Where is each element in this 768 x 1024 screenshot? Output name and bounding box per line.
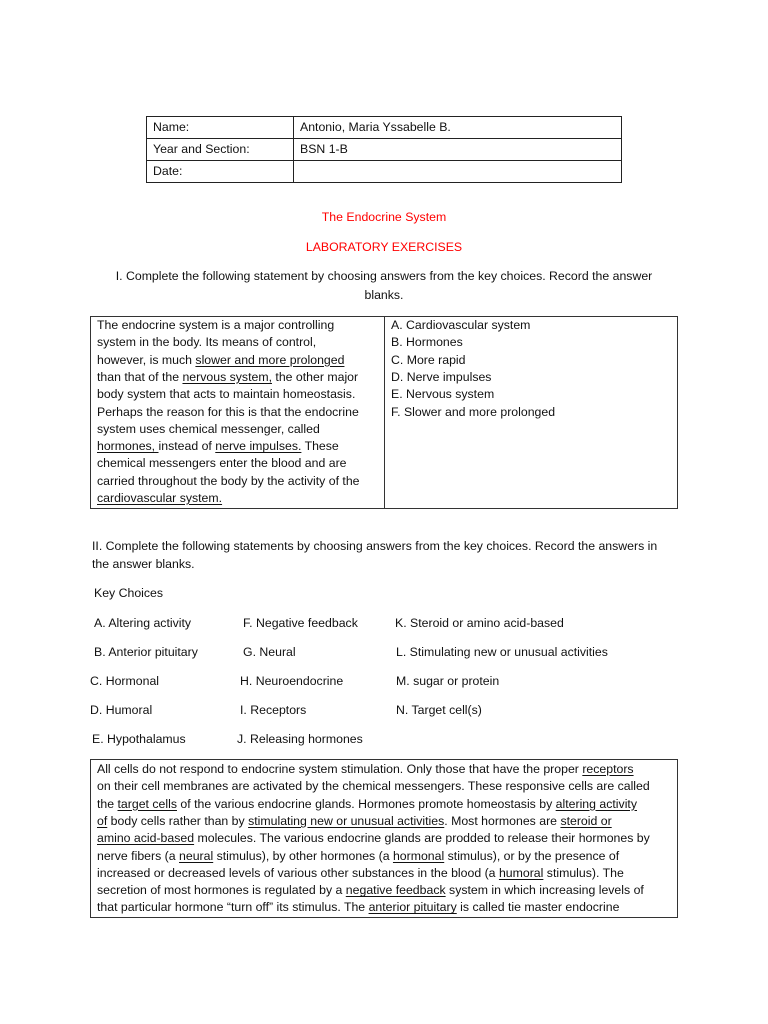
- paragraph-line: [97, 796, 637, 813]
- part1-instruction-line: I. Complete the following statement by choosing answers from the key choices. Record the answer: [115, 269, 653, 283]
- text-segment: molecules. The various endocrine glands are prodded to release their hormones by: [194, 831, 650, 846]
- text-segment: stimulus), by other hormones (a: [213, 848, 393, 863]
- text-segment: system uses chemical messenger, called: [97, 421, 320, 436]
- text-segment: of the various endocrine glands. Hormones promote homeostasis by: [176, 796, 556, 811]
- key-choice: M. sugar or protein: [396, 674, 500, 688]
- paragraph-line: [97, 490, 222, 507]
- text-segment: stimulus). The: [543, 865, 624, 880]
- answer-blank: cardiovascular system.: [97, 491, 223, 505]
- paragraph-line: [97, 404, 359, 421]
- text-segment: however, is much: [97, 352, 196, 367]
- text-segment: the other major: [272, 369, 359, 384]
- answer-blank: nerve impulses.: [215, 439, 302, 454]
- answer-blank: altering activity: [555, 796, 637, 811]
- answer-blank: hormones,: [97, 439, 159, 454]
- key-choice: H. Neuroendocrine: [240, 674, 344, 688]
- key-choice: A. Cardiovascular system: [391, 318, 531, 332]
- student-info-table: [146, 116, 622, 183]
- paragraph-line: [97, 421, 320, 438]
- answer-blank: amino acid-based: [97, 831, 195, 846]
- text-segment: system in the body. Its means of control,: [97, 335, 317, 350]
- answer-blank: steroid or: [560, 813, 612, 828]
- answer-blank: nervous system,: [182, 369, 272, 384]
- answer-blank: hormonal: [392, 848, 445, 863]
- info-label: Name:: [147, 117, 294, 139]
- key-choice: B. Hormones: [391, 335, 463, 350]
- part1-box: [90, 316, 678, 509]
- key-choices-label: Key Choices: [94, 586, 164, 600]
- info-row-date: [147, 161, 622, 183]
- document-subtitle: LABORATORY EXERCISES: [305, 240, 463, 254]
- paragraph-line: [97, 438, 339, 455]
- key-choice: C. Hormonal: [90, 674, 160, 688]
- key-choice: L. Stimulating new or unusual activities: [396, 645, 608, 659]
- answer-blank: anterior pituitary: [368, 900, 457, 915]
- part2-instruction-line: the answer blanks.: [92, 557, 195, 571]
- answer-blank: receptors: [582, 762, 634, 776]
- text-segment: body cells rather than by: [107, 813, 249, 828]
- key-choice: I. Receptors: [240, 703, 307, 717]
- text-segment: These: [301, 439, 339, 454]
- answer-blank: neural: [179, 848, 214, 863]
- key-choice: K. Steroid or amino acid-based: [395, 616, 564, 630]
- info-label: Date:: [147, 161, 294, 183]
- text-segment: on their cell membranes are activated by the chemical messengers. These responsive cells are called: [97, 779, 650, 794]
- info-row-name: [147, 117, 622, 139]
- text-segment: increased or decreased levels of various other substances in the blood (a: [97, 865, 499, 880]
- text-segment: The endocrine system is a major controlling: [97, 318, 335, 332]
- key-choice: A. Altering activity: [94, 616, 192, 630]
- paragraph-line: [97, 848, 619, 865]
- info-value: Antonio, Maria Yssabelle B.: [294, 117, 622, 139]
- key-choice: E. Nervous system: [391, 387, 495, 402]
- answer-blank: humoral: [498, 865, 544, 880]
- paragraph-line: [97, 455, 347, 472]
- text-segment: stimulus), or by the presence of: [444, 848, 620, 863]
- paragraph-line: [97, 334, 316, 351]
- paragraph-line: [97, 352, 344, 369]
- key-choice: G. Neural: [243, 645, 296, 659]
- text-segment: that particular hormone “turn off” its stimulus. The: [97, 900, 369, 915]
- text-segment: Perhaps the reason for this is that the endocrine: [97, 404, 359, 419]
- paragraph-line: [97, 386, 355, 403]
- paragraph-line: [97, 830, 650, 847]
- key-choice: D. Nerve impulses: [391, 369, 492, 384]
- column-divider: [384, 317, 385, 508]
- paragraph-line: [97, 865, 624, 882]
- text-segment: All cells do not respond to endocrine system stimulation. Only those that have the proper: [97, 762, 583, 776]
- info-value: BSN 1-B: [294, 139, 622, 161]
- part2-box: [90, 759, 678, 918]
- info-value: [294, 161, 622, 183]
- info-label: Year and Section:: [147, 139, 294, 161]
- key-choice: F. Negative feedback: [243, 616, 358, 630]
- answer-blank: slower and more prolonged: [195, 352, 345, 367]
- paragraph-line: [97, 369, 358, 386]
- key-choice: J. Releasing hormones: [237, 732, 363, 746]
- text-segment: body system that acts to maintain homeostasis.: [97, 387, 356, 402]
- paragraph-line: [97, 761, 634, 778]
- paragraph-line: [97, 473, 360, 490]
- info-row-section: [147, 139, 622, 161]
- key-choice: B. Anterior pituitary: [94, 645, 198, 659]
- paragraph-line: [97, 813, 612, 830]
- key-choice: C. More rapid: [391, 352, 466, 367]
- paragraph-line: [97, 899, 619, 916]
- text-segment: than that of the: [97, 369, 183, 384]
- text-segment: chemical messengers enter the blood and are: [97, 456, 347, 471]
- text-segment: is called tie master endocrine: [456, 900, 620, 915]
- part2-instruction-line: II. Complete the following statements by choosing answers from the key choices. Record the answers in: [92, 539, 658, 553]
- paragraph-line: [97, 778, 650, 795]
- document-title: The Endocrine System: [321, 210, 447, 224]
- part1-instruction-line: blanks.: [364, 288, 404, 302]
- key-choice: N. Target cell(s): [396, 703, 482, 717]
- text-segment: secretion of most hormones is regulated by a: [97, 883, 346, 898]
- text-segment: carried throughout the body by the activity of the: [97, 473, 360, 488]
- key-choice: E. Hypothalamus: [92, 732, 186, 746]
- text-segment: instead of: [158, 439, 216, 454]
- text-segment: the: [97, 796, 118, 811]
- text-segment: . Most hormones are: [444, 813, 561, 828]
- answer-blank: stimulating new or unusual activities: [248, 813, 445, 828]
- answer-blank: target cells: [117, 796, 177, 811]
- paragraph-line: [97, 882, 644, 899]
- text-segment: system in which increasing levels of: [445, 883, 644, 898]
- answer-blank: of: [97, 813, 108, 828]
- text-segment: nerve fibers (a: [97, 848, 180, 863]
- answer-blank: negative feedback: [345, 883, 446, 898]
- key-choice: F. Slower and more prolonged: [391, 404, 556, 419]
- paragraph-line: [97, 317, 334, 334]
- key-choice: D. Humoral: [90, 703, 153, 717]
